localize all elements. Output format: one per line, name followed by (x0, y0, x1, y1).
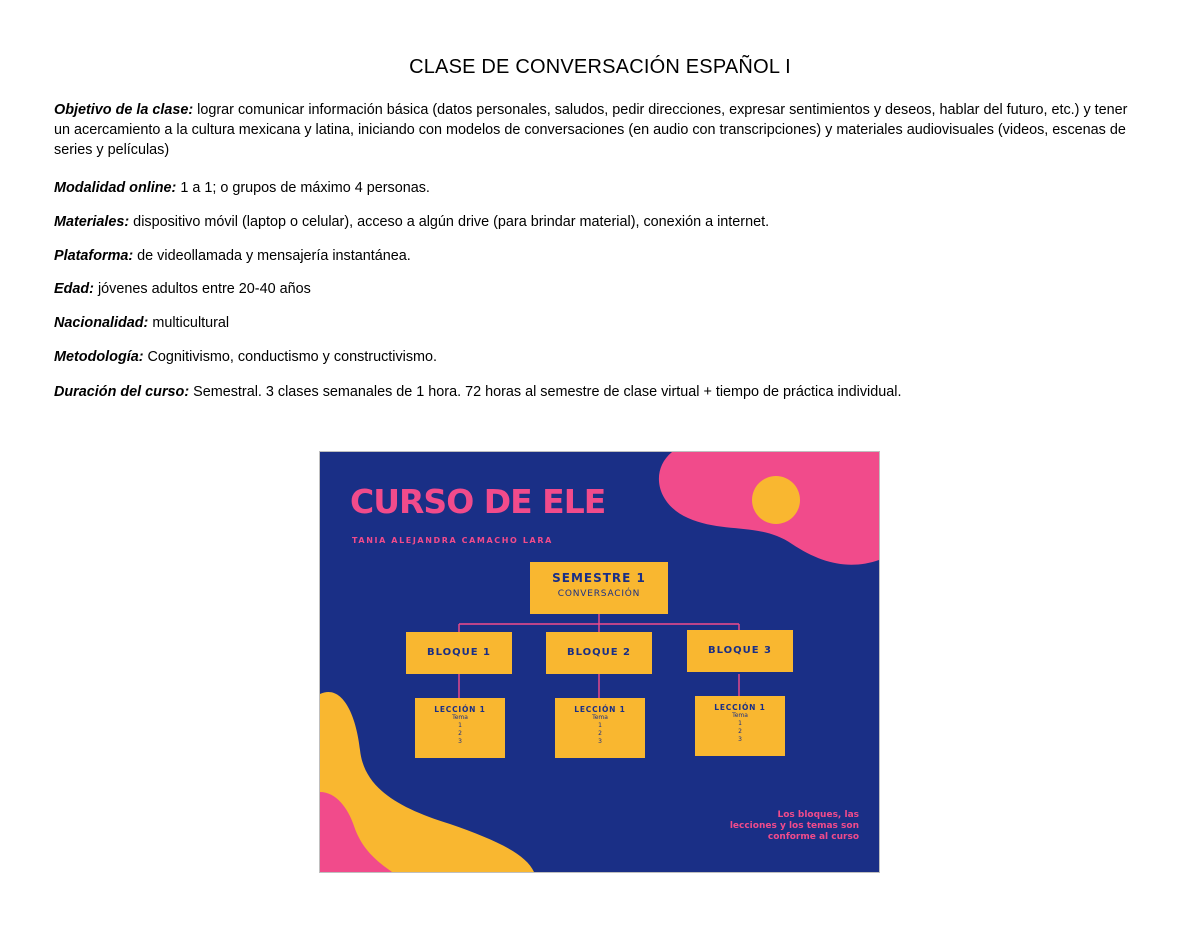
field-duracion (54, 382, 1146, 402)
bloque-box (687, 630, 793, 672)
field-objetivo (54, 100, 1146, 160)
field-label: Duración del curso: (54, 384, 190, 400)
field-label: Materiales: (54, 214, 130, 230)
leccion-item: 2 (738, 728, 742, 735)
field-label: Nacionalidad: (54, 315, 149, 331)
leccion-box (555, 698, 645, 758)
semester-title: SEMESTRE 1 (552, 571, 646, 585)
leccion-item: 1 (598, 722, 602, 729)
leccion-item: 1 (458, 722, 462, 729)
bloque-box (406, 632, 512, 674)
field-materiales (54, 212, 1146, 232)
field-modalidad (54, 178, 1146, 198)
leccion-title: LECCIÓN 1 (714, 703, 766, 712)
field-nacionalidad (54, 313, 1146, 333)
semester-box (530, 562, 668, 614)
field-text: Cognitivismo, conductismo y constructivismo. (143, 349, 438, 365)
field-text: Semestral. 3 clases semanales de 1 hora. 72 horas al semestre de clase virtual + tiempo de práctica individual. (189, 384, 902, 400)
page-title: CLASE DE CONVERSACIÓN ESPAÑOL I (409, 56, 791, 78)
leccion-title: LECCIÓN 1 (434, 705, 486, 714)
leccion-item: 1 (738, 720, 742, 727)
leccion-item: 2 (598, 730, 602, 737)
semester-subtitle: CONVERSACIÓN (557, 589, 641, 599)
field-text: lograr comunicar información básica (datos personales, saludos, pedir direcciones, expresar sentimientos y deseos, hablar del futuro, etc.) y tener un acercamiento a la cultura mexicana y latina, iniciando con modelos de conversaciones (en audio con transcripciones) y materiales audiovisuales (videos, escenas de series y películas) (54, 102, 1128, 158)
leccion-title: LECCIÓN 1 (574, 705, 626, 714)
field-label: Plataforma: (54, 248, 134, 264)
leccion-item: 3 (458, 738, 462, 745)
bloque-label: BLOQUE 2 (566, 647, 632, 658)
yellow-circle (752, 476, 800, 524)
infographic-author: TANIA ALEJANDRA CAMACHO LARA (352, 536, 553, 545)
leccion-item: 2 (458, 730, 462, 737)
field-label: Edad: (54, 281, 94, 297)
field-label: Metodología: (54, 349, 144, 365)
field-text: dispositivo móvil (laptop o celular), acceso a algún drive (para brindar material), conexión a internet. (129, 214, 770, 230)
infographic-note: Los bloques, las lecciones y los temas son conforme al curso (729, 810, 859, 842)
bloque-label: BLOQUE 1 (426, 647, 492, 658)
course-infographic (319, 451, 880, 873)
field-text: de videollamada y mensajería instantánea. (133, 248, 411, 264)
field-text: 1 a 1; o grupos de máximo 4 personas. (176, 180, 430, 196)
field-label: Objetivo de la clase: (54, 102, 194, 118)
leccion-subtitle: Tema (732, 712, 748, 719)
field-label: Modalidad online: (54, 180, 177, 196)
leccion-subtitle: Tema (452, 714, 468, 721)
field-metodologia (54, 347, 1146, 367)
leccion-item: 3 (738, 736, 742, 743)
leccion-box (415, 698, 505, 758)
infographic-title: CURSO DE ELE (350, 482, 606, 521)
bloque-label: BLOQUE 3 (707, 645, 773, 656)
field-text: jóvenes adultos entre 20-40 años (93, 281, 311, 297)
field-text: multicultural (148, 315, 230, 331)
field-plataforma (54, 246, 1146, 266)
leccion-box (695, 696, 785, 756)
leccion-subtitle: Tema (592, 714, 608, 721)
leccion-item: 3 (598, 738, 602, 745)
field-edad (54, 279, 1146, 299)
bloque-box (546, 632, 652, 674)
